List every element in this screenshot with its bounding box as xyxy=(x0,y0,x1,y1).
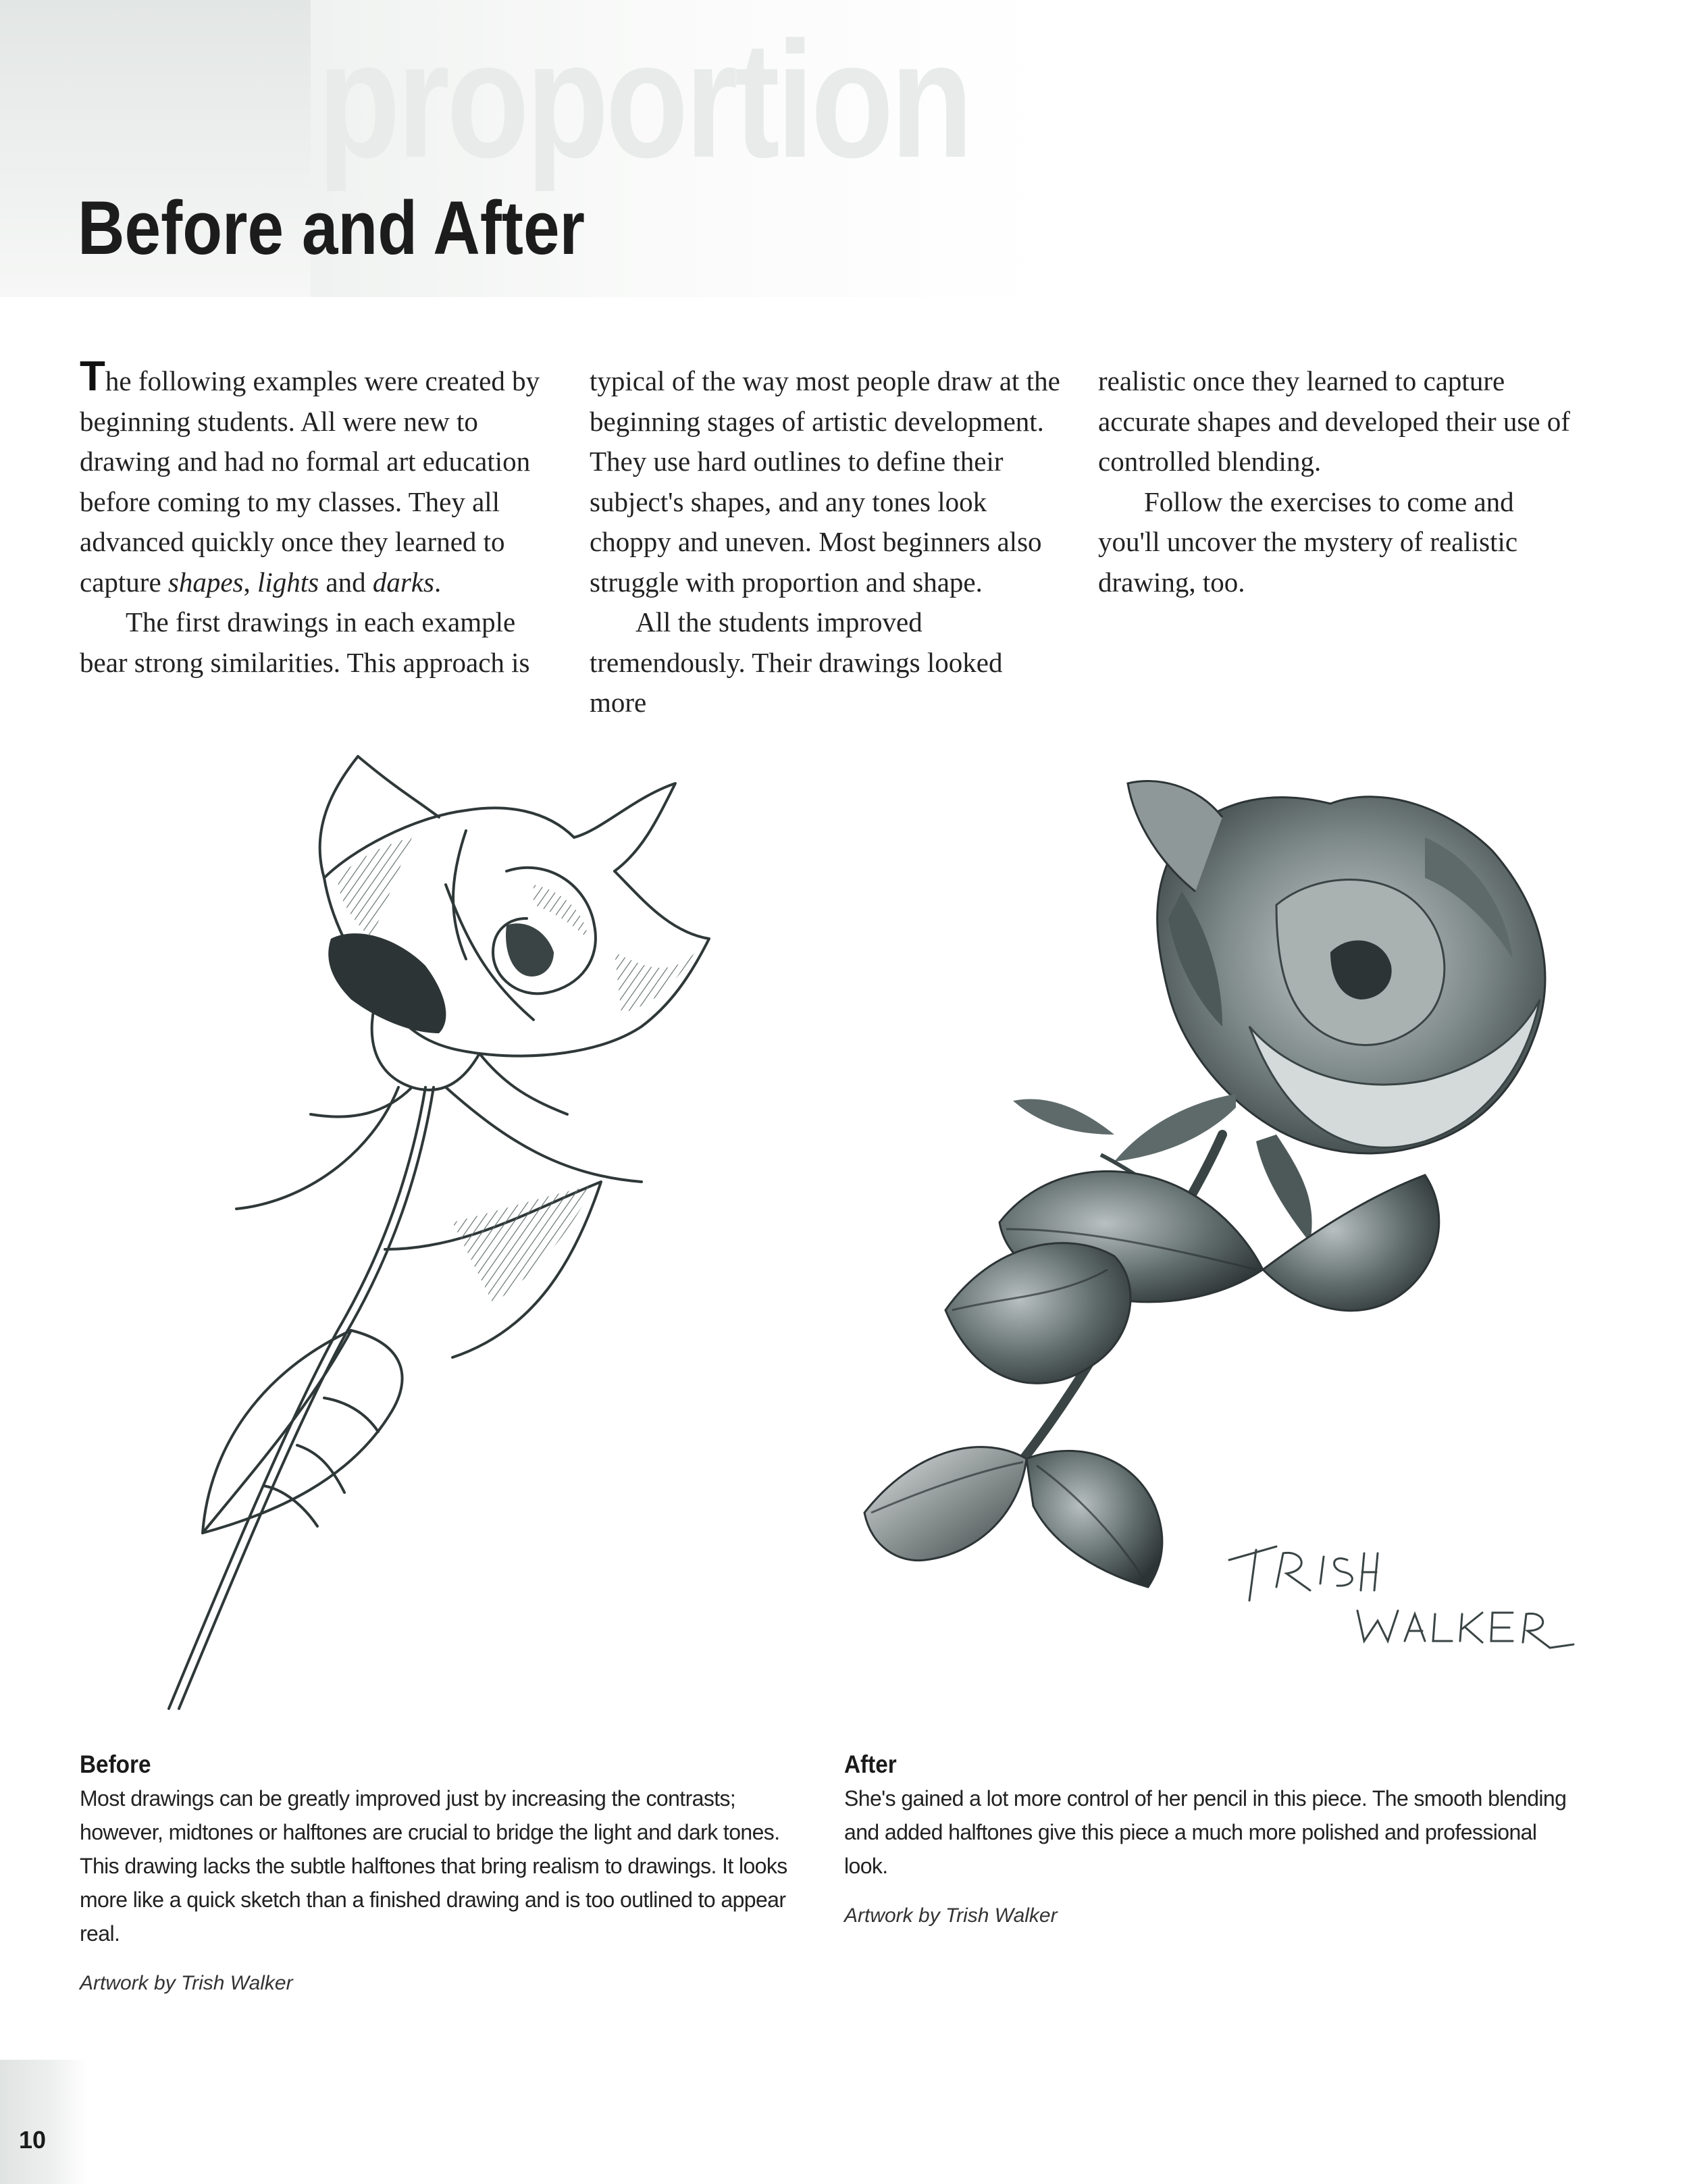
intro-paragraph: The first drawings in each example bear strong similarities. This approach is xyxy=(80,606,530,678)
before-caption-body: Most drawings can be greatly improved just by increasing the contrasts; however, midtones or halftones are crucial to bridge the light and dark tones. This drawing lacks the subtle halftones that bring realism to drawings. It looks more like a quick sketch than a finished drawing and is too outlined to appear real. xyxy=(80,1786,787,1946)
intro-column-2 xyxy=(590,361,1062,723)
intro-paragraph: realistic once they learned to capture accurate shapes and developed their use of controlled blending. xyxy=(1098,365,1570,477)
drop-cap: T xyxy=(80,353,105,400)
before-rose-drawing xyxy=(128,736,824,1715)
intro-paragraph: All the students improved tremendously. Their drawings looked more xyxy=(590,606,1003,718)
intro-paragraph: typical of the way most people draw at the beginning stages of artistic development. They use hard outlines to define their subject's shapes, and any tones look choppy and uneven. Most beginners also struggle with proportion and shape. xyxy=(590,365,1060,598)
intro-paragraph: The following examples were created by beginning students. All were new to drawing and had no formal art education before coming to my classes. They all advanced quickly once they learned to capture shapes, lights and darks. xyxy=(80,353,540,598)
before-artwork-credit: Artwork by Trish Walker xyxy=(80,1972,293,1994)
after-caption-heading: After xyxy=(844,1750,897,1778)
section-word: proportion xyxy=(317,7,970,192)
artist-signature xyxy=(1229,1546,1574,1648)
after-rose-drawing xyxy=(844,756,1621,1688)
after-caption-body: She's gained a lot more control of her pencil in this piece. The smooth blending and added halftones give this piece a much more polished and professional look. xyxy=(844,1786,1567,1878)
footer-tab xyxy=(0,2060,88,2184)
before-caption-heading: Before xyxy=(80,1750,151,1778)
intro-column-3 xyxy=(1098,361,1571,602)
page-number: 10 xyxy=(19,2126,47,2154)
page-title: Before and After xyxy=(78,186,586,270)
after-artwork-credit: Artwork by Trish Walker xyxy=(844,1904,1058,1927)
intro-column-1 xyxy=(80,353,552,683)
intro-paragraph: Follow the exercises to come and you'll uncover the mystery of realistic drawing, too. xyxy=(1098,486,1518,598)
